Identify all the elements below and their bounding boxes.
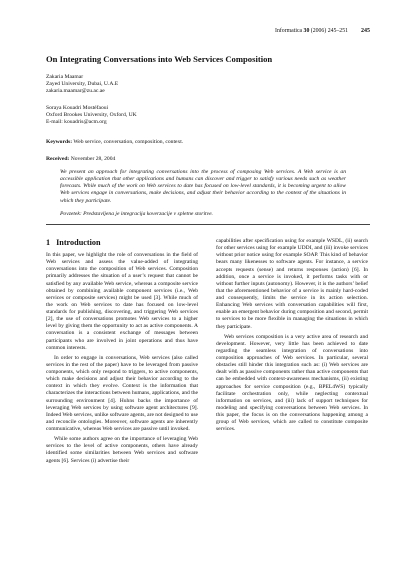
povzetek: Povzetek: Predstavljena je integracija koverzacije v spletne storitve. <box>60 211 213 217</box>
keywords-label: Keywords: <box>46 139 73 145</box>
author-name: Soraya Kouadri Mostéfaoui <box>46 105 109 111</box>
page-number: 245 <box>361 28 370 34</box>
author-affiliation: Oxford Brookes University, Oxford, UK <box>46 112 137 119</box>
author-affiliation: Zayed University, Dubai, U.A.E <box>46 81 119 88</box>
received-label: Received: <box>46 156 70 162</box>
section-heading <box>46 238 107 248</box>
paragraph: capabilities after specification using for example WSDL, (ii) search for other services using for example UDDI, and (iii) invoke services without prior notice using for example SOAP. This kind of behavior bears many likenesses to software agents. For instance, a service accepts requests (sense) and returns responses (action) [6]. In addition, once a service is invoked, it performs tasks with or without further inputs (autonomy). However, it is the authors’ belief that the aforementioned behavior of a service is mainly hard-coded and consequently, limits the service in its action selection. Enhancing Web services with conversation capabilities will first, enable an emergent behavior during composition and second, permit to services to be more flexible in managing the situations in which they participate. <box>216 238 368 330</box>
keywords <box>46 139 366 146</box>
section-number: 1 <box>46 238 51 247</box>
paragraph: In order to engage in conversations, Web services (also called services in the rest of the paper) have to be leveraged from passive components, which only respond to triggers, to active components, which make decisions and adjust their behavior according to the context in which they evolve. Context is the information that characterizes the interactions between humans, applications, and the surrounding environment [4]. Huhns backs the importance of leveraging Web services by using software agent architectures [9]. Indeed Web services, unlike software agents, are not designed to use and reconcile ontologies. Moreover, software agents are inherently communicative, whereas Web services are passive until invoked. <box>46 354 198 432</box>
running-header <box>46 26 370 36</box>
author-name: Zakaria Maamar <box>46 74 84 80</box>
author-email: zakaria.maamar@zu.ac.ae <box>46 88 105 95</box>
paragraph: In this paper, we highlight the role of conversations in the field of Web services and assess the value-added of integrating conversations into the composition of Web services. Composition primarily addresses the situation of a user’s request that cannot be satisfied by any available Web service, whereas a composite service obtained by combining available component services (i.e., Web services or composite services) might be used [3]. While much of the work on Web services to date has focused on low-level standards for publishing, discovering, and triggering Web services [2], the use of conversations promotes Web services to a higher level by giving them the opportunity to act as active components. A conversation is a consistent exchange of messages between participants who are involved in joint operations and thus have common interests. <box>46 252 198 351</box>
abstract-divider <box>46 224 370 225</box>
paper-title: On Integrating Conversations into Web Services Composition <box>46 54 273 64</box>
keywords-text: Web service, conversation, composition, context. <box>73 139 184 145</box>
paragraph: Web services composition is a very active area of research and development. However, very little has been achieved to date regarding the seamless integration of conversations into composition approaches of Web services. In particular, several obstacles still hinder this integration such as: (i) Web services are dealt with as passive components rather than active components that can be embedded with context-awareness mechanisms, (ii) existing approaches for service composition (e.g., BPEL4WS) typically facilitate orchestration only, while neglecting contextual information on services, and (iii) lack of support techniques for modeling and specifying conversations between Web services. In this paper, the focus is on the conversations happening among a group of Web services, which are called to constitute composite services. <box>216 333 368 433</box>
abstract: We present an approach for integrating conversations into the process of composing Web services. A Web service is an accessible application that other applications and humans can discover and trigger to satisfy various needs such as weather forecasts. While much of the work on Web services to date has focused on low-level standards, it is becoming urgent to allow Web services engage in conversations, make decisions, and adjust their behavior according to the context of the situations in which they participate. <box>60 169 346 204</box>
author-block-2 <box>46 105 366 127</box>
journal-reference: Informatica 30 (2006) 245–251 <box>275 28 348 34</box>
right-column <box>216 238 368 433</box>
author-email: E-mail: kouadris@acm.org <box>46 119 107 126</box>
received-date <box>46 156 366 163</box>
section-title: Introduction <box>56 238 101 247</box>
left-column <box>46 252 198 465</box>
paragraph: While some authors agree on the importance of leveraging Web services to the level of active components, others have already identified some similarities between Web services and software agents [6]. Services (i) advertise their <box>46 436 198 464</box>
received-text: November 28, 2004 <box>70 156 116 162</box>
author-block-1 <box>46 74 366 96</box>
